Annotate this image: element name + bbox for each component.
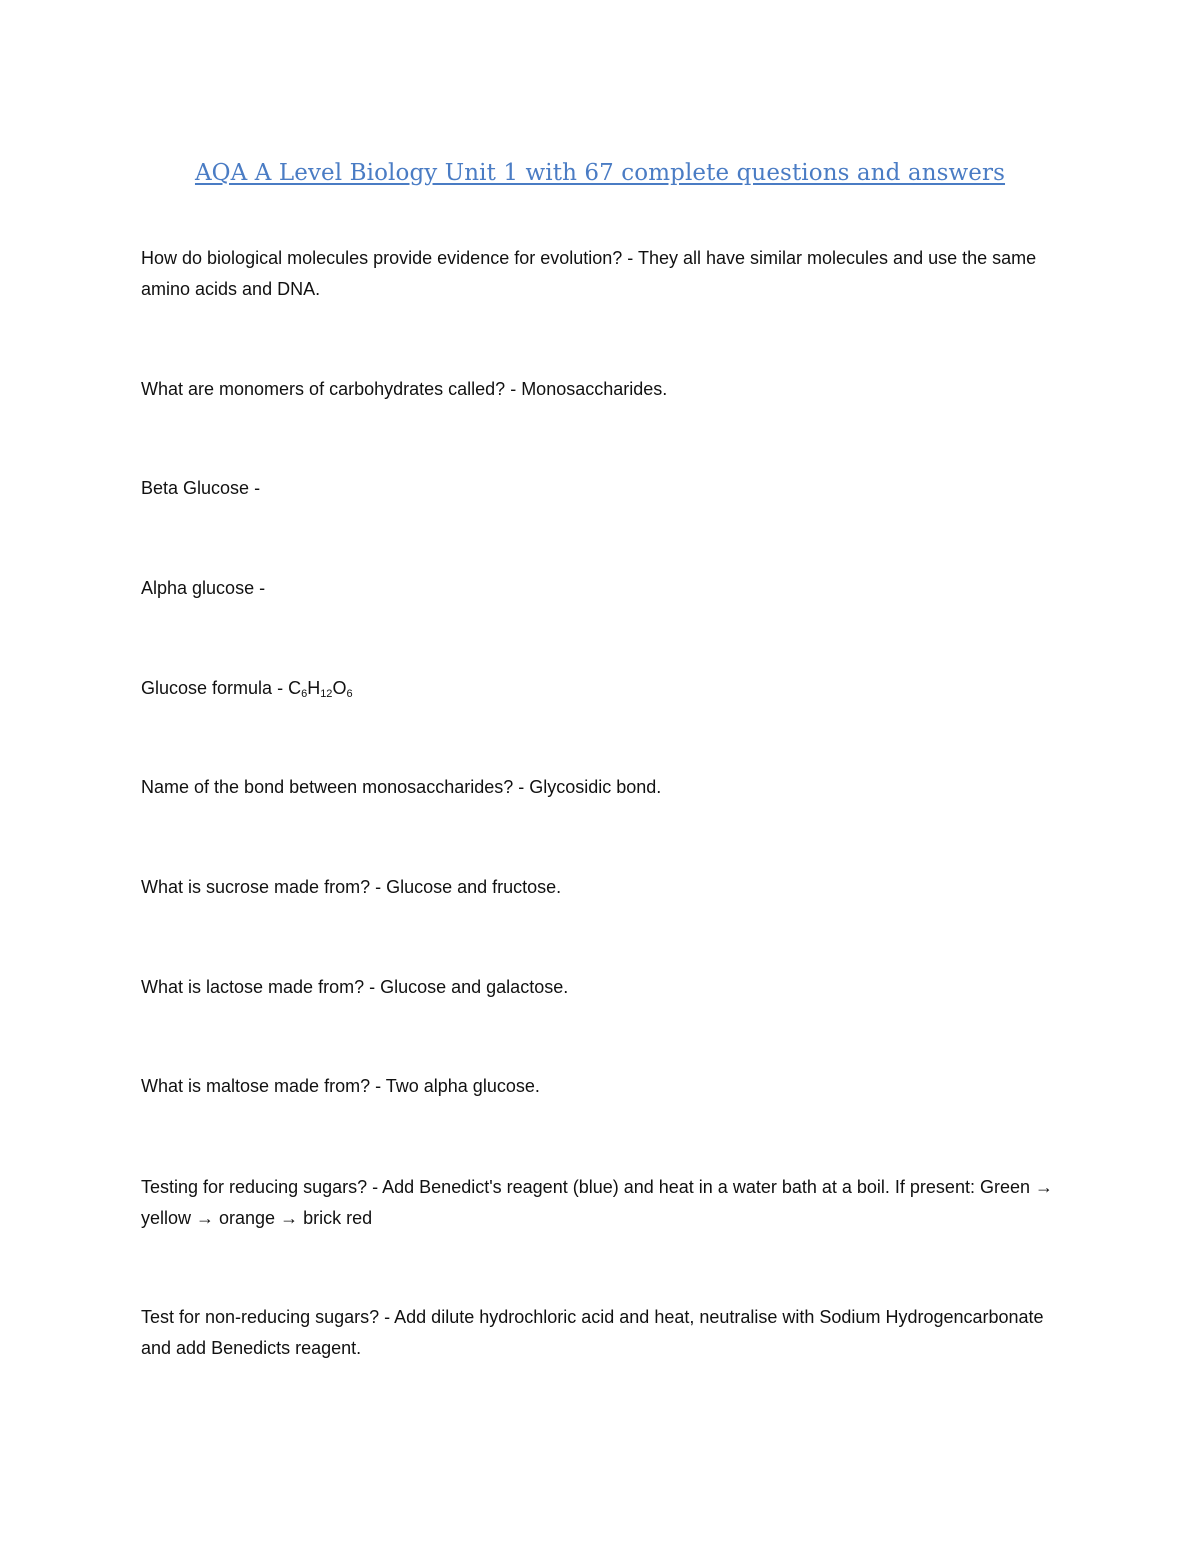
glucose-formula bbox=[288, 678, 353, 698]
qa-separator: - bbox=[364, 977, 381, 997]
qa-separator: - bbox=[622, 248, 638, 268]
qa-item-10 bbox=[141, 1172, 1071, 1234]
answer-text: Monosaccharides. bbox=[521, 379, 668, 399]
answer-text: They all have similar molecules and use the same amino acids and DNA. bbox=[141, 248, 1037, 299]
qa-item-1 bbox=[141, 243, 1071, 305]
formula-oxygen: O bbox=[332, 678, 347, 698]
qa-item-2 bbox=[141, 374, 1071, 405]
question-text: Beta Glucose bbox=[141, 478, 250, 498]
qa-item-8 bbox=[141, 972, 1071, 1003]
formula-carbon-count: 6 bbox=[301, 688, 308, 700]
qa-separator: - bbox=[505, 379, 522, 399]
qa-item-3 bbox=[141, 473, 1071, 504]
question-text: What is maltose made from? bbox=[141, 1076, 371, 1096]
answer-text: Glucose and galactose. bbox=[380, 977, 569, 997]
qa-item-9 bbox=[141, 1071, 1071, 1102]
answer-text: Add Benedict's reagent (blue) and heat in a water bath at a boil. If present: Green → yellow → orange → brick red bbox=[141, 1177, 1053, 1228]
qa-item-11 bbox=[141, 1302, 1071, 1364]
question-text: What is sucrose made from? bbox=[141, 877, 371, 897]
formula-carbon: C bbox=[288, 678, 302, 698]
formula-hydrogen-count: 12 bbox=[320, 688, 333, 700]
answer-text: Two alpha glucose. bbox=[385, 1076, 540, 1096]
answer-text: Add dilute hydrochloric acid and heat, neutralise with Sodium Hydrogencarbonate and add Benedicts reagent. bbox=[141, 1307, 1044, 1358]
question-text: What is lactose made from? bbox=[141, 977, 365, 997]
qa-item-7 bbox=[141, 872, 1071, 903]
qa-separator: - bbox=[254, 578, 266, 598]
qa-item-4 bbox=[141, 573, 1071, 604]
qa-item-6 bbox=[141, 772, 1071, 803]
document-title: AQA A Level Biology Unit 1 with 67 complete questions and answers bbox=[194, 160, 1006, 186]
qa-separator: - bbox=[249, 478, 261, 498]
qa-separator: - bbox=[367, 1177, 383, 1197]
question-text: What are monomers of carbohydrates called? bbox=[141, 379, 506, 399]
qa-item-5 bbox=[141, 673, 1071, 704]
qa-separator: - bbox=[513, 777, 530, 797]
qa-separator: - bbox=[379, 1307, 395, 1327]
answer-text: Glycosidic bond. bbox=[529, 777, 662, 797]
qa-separator: - bbox=[370, 1076, 386, 1096]
formula-hydrogen: H bbox=[307, 678, 321, 698]
question-text: Testing for reducing sugars? bbox=[141, 1177, 368, 1197]
answer-text: Glucose and fructose. bbox=[386, 877, 562, 897]
formula-oxygen-count: 6 bbox=[346, 688, 353, 700]
question-text: Glucose formula bbox=[141, 678, 273, 698]
question-text: How do biological molecules provide evidence for evolution? bbox=[141, 248, 623, 268]
qa-separator: - bbox=[370, 877, 387, 897]
question-text: Test for non-reducing sugars? bbox=[141, 1307, 380, 1327]
qa-separator: - bbox=[272, 678, 289, 698]
question-text: Name of the bond between monosaccharides? bbox=[141, 777, 514, 797]
question-text: Alpha glucose bbox=[141, 578, 255, 598]
